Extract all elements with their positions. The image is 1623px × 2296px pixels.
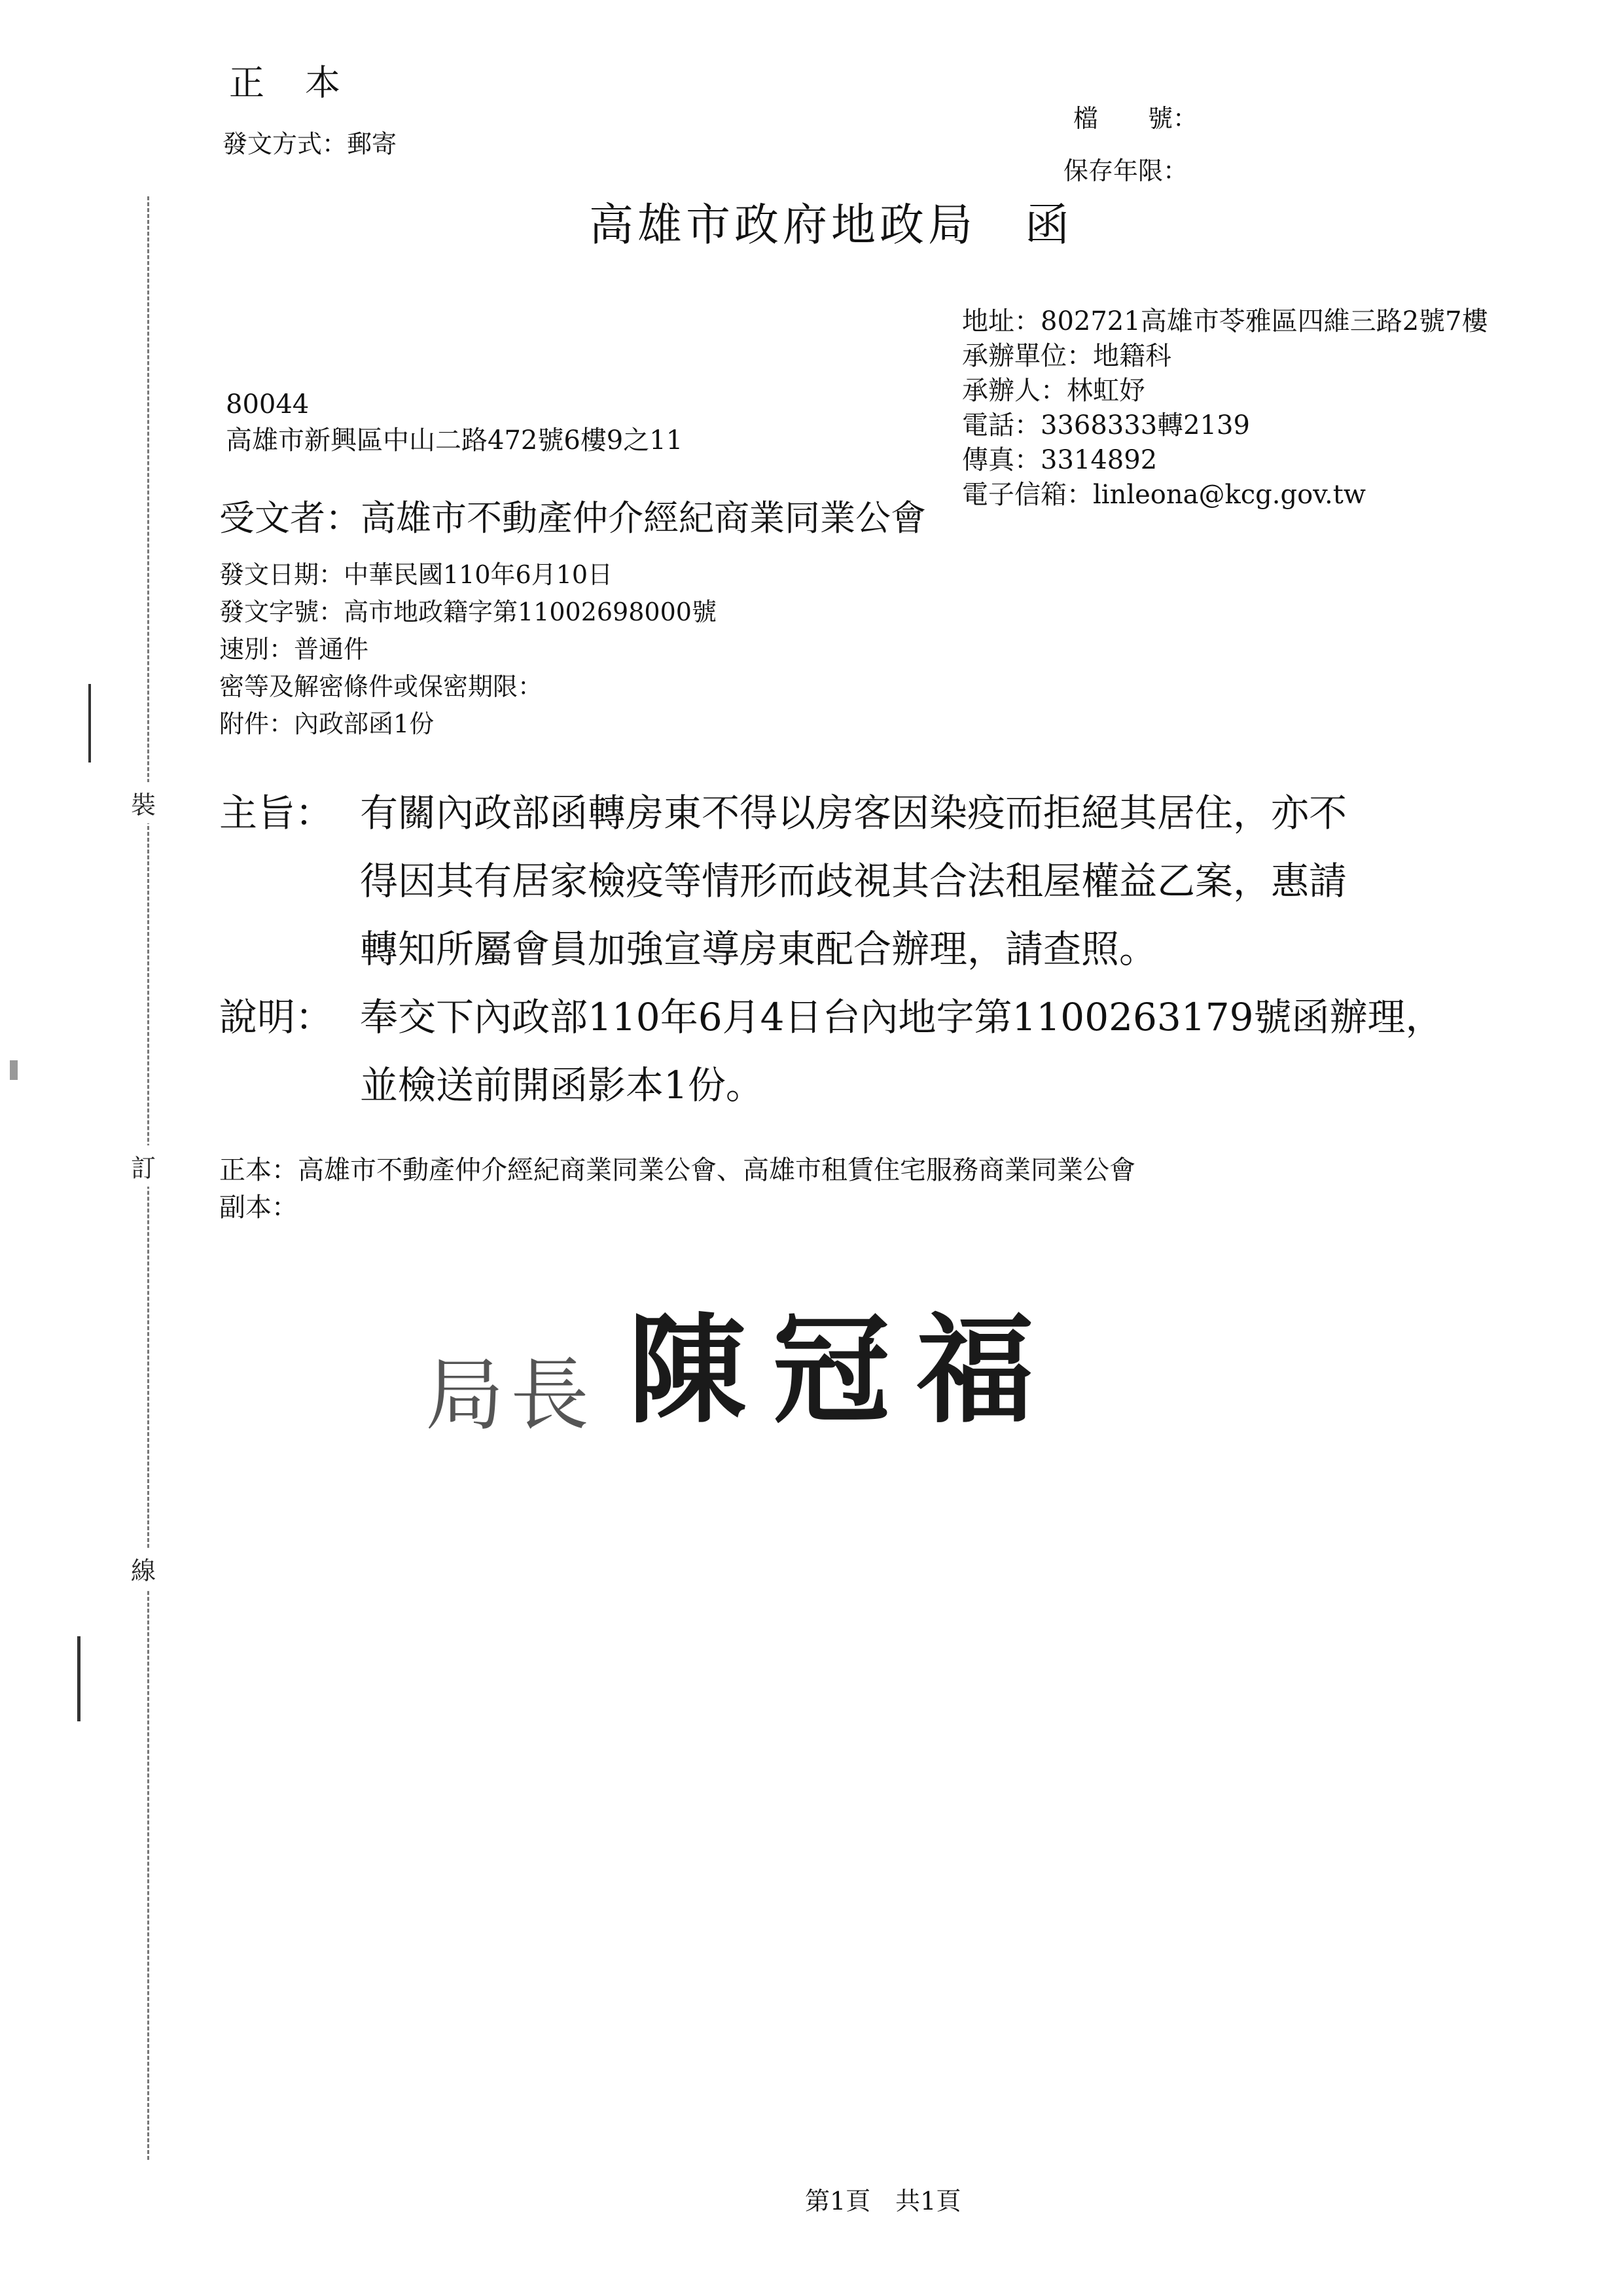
document-title: 高雄市政府地政局 函 xyxy=(589,200,1074,251)
recipient-mailing-address: 高雄市新興區中山二路472號6樓9之11 xyxy=(226,425,683,456)
signature-title: 局長 xyxy=(425,1350,596,1441)
subject-label: 主旨： xyxy=(219,791,334,835)
signature-name: 陳冠福 xyxy=(628,1301,1061,1439)
copy-recipients: 副本： xyxy=(219,1193,298,1223)
subject-content xyxy=(360,779,1347,983)
sender-address: 地址：802721高雄市苓雅區四維三路2號7樓 xyxy=(962,306,1488,336)
sender-officer: 承辦人：林虹妤 xyxy=(962,376,1145,406)
signature-block xyxy=(425,1276,1060,1445)
scan-artifact xyxy=(88,684,91,762)
subject-section xyxy=(219,779,1347,983)
document-number: 發文字號：高市地政籍字第11002698000號 xyxy=(219,598,717,626)
sender-unit: 承辦單位：地籍科 xyxy=(962,341,1171,371)
recipient: 受文者：高雄市不動產仲介經紀商業同業公會 xyxy=(219,497,926,539)
dispatch-method: 發文方式：郵寄 xyxy=(223,130,397,158)
binding-mark-zhuang: 裝 xyxy=(131,782,156,823)
binding-mark-xian: 線 xyxy=(131,1548,156,1589)
explanation-section xyxy=(219,983,1444,1119)
retention-period: 保存年限： xyxy=(1063,156,1188,185)
page-number: 第1頁 共1頁 xyxy=(805,2187,961,2215)
sender-email: 電子信箱：linleona@kcg.gov.tw xyxy=(962,480,1366,510)
sender-info xyxy=(962,304,1488,512)
sender-phone: 電話：3368333轉2139 xyxy=(962,410,1250,440)
classification: 密等及解密條件或保密期限： xyxy=(219,672,543,701)
subject-line: 有關內政部函轉房東不得以房客因染疫而拒絕其居住，亦不 xyxy=(360,791,1347,835)
binding-mark-ding: 訂 xyxy=(131,1145,156,1187)
recipient-postal-code: 80044 xyxy=(226,389,310,420)
file-number: 檔 號： xyxy=(1073,104,1198,133)
explanation-line: 奉交下內政部110年6月4日台內地字第1100263179號函辦理， xyxy=(360,995,1444,1039)
sender-fax: 傳真：3314892 xyxy=(962,445,1158,475)
explanation-label: 說明： xyxy=(219,995,334,1039)
copy-type: 正 本 xyxy=(229,62,343,103)
attachments: 附件：內政部函1份 xyxy=(219,709,435,738)
document-meta xyxy=(219,556,717,743)
urgency: 速別：普通件 xyxy=(219,635,369,664)
subject-line: 得因其有居家檢疫等情形而歧視其合法租屋權益乙案，惠請 xyxy=(360,859,1347,903)
scan-artifact xyxy=(77,1636,80,1721)
scan-artifact xyxy=(10,1060,18,1080)
explanation-content xyxy=(360,983,1444,1119)
issue-date: 發文日期：中華民國110年6月10日 xyxy=(219,560,613,589)
subject-line: 轉知所屬會員加強宣導房東配合辦理，請查照。 xyxy=(360,927,1158,971)
original-recipients: 正本：高雄市不動產仲介經紀商業同業公會、高雄市租賃住宅服務商業同業公會 xyxy=(219,1155,1135,1185)
explanation-line: 並檢送前開函影本1份。 xyxy=(360,1063,764,1107)
